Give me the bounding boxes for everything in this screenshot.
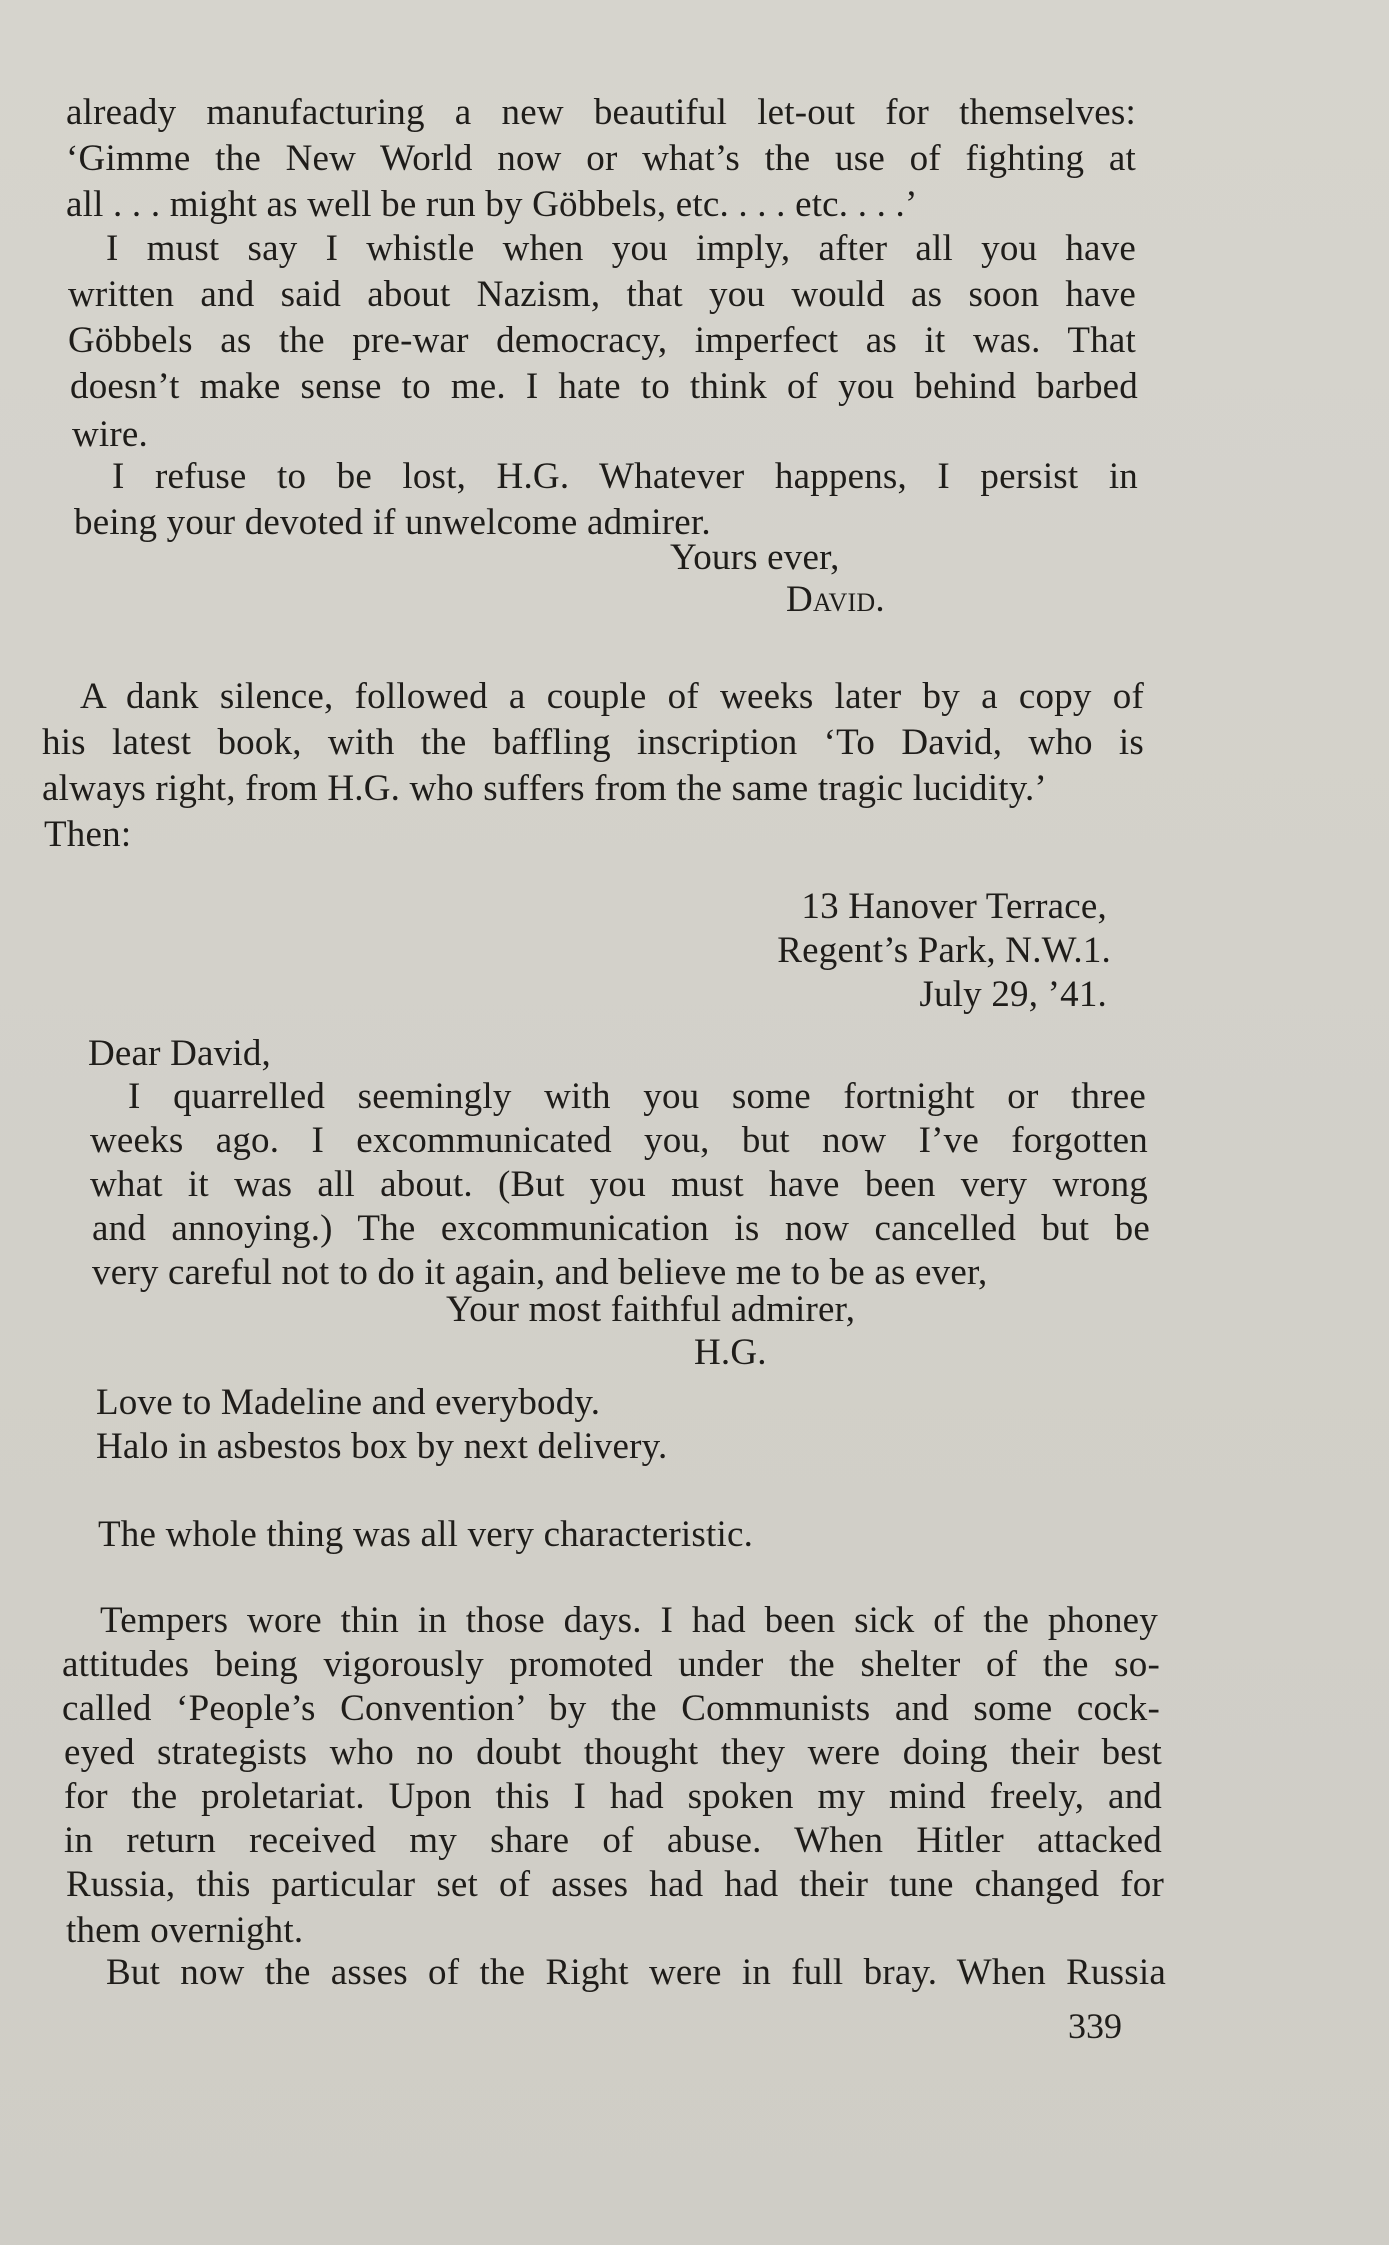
letter-closing: Yours ever,: [670, 537, 840, 578]
text-line: and annoying.) The excommunication is now cancelled but be: [92, 1208, 1150, 1249]
text-line: always right, from H.G. who suffers from the same tragic lucidity.’: [42, 768, 1047, 809]
text-line: in return received my share of abuse. When Hitler attacked: [64, 1820, 1162, 1861]
text-line: all . . . might as well be run by Göbbels, etc. . . . etc. . . .’: [66, 184, 918, 225]
letter-address: 13 Hanover Terrace,: [801, 886, 1107, 927]
letter-signature: H.G.: [694, 1332, 767, 1373]
text-line: I refuse to be lost, H.G. Whatever happens, I persist in: [112, 456, 1138, 497]
text-line: I must say I whistle when you imply, after all you have: [106, 228, 1136, 269]
text-line: eyed strategists who no doubt thought they were doing their best: [64, 1732, 1162, 1773]
text-line: Russia, this particular set of asses had had their tune changed for: [66, 1864, 1164, 1905]
text-line: what it was all about. (But you must have been very wrong: [90, 1164, 1148, 1205]
letter-closing: Your most faithful admirer,: [446, 1289, 856, 1330]
letter-signature: David.: [786, 579, 885, 620]
text-line: Tempers wore thin in those days. I had been sick of the phoney: [100, 1600, 1158, 1641]
text-line: But now the asses of the Right were in full bray. When Russia: [106, 1952, 1166, 1993]
text-line: I quarrelled seemingly with you some fortnight or three: [128, 1076, 1146, 1117]
text-line: very careful not to do it again, and believe me to be as ever,: [92, 1252, 988, 1293]
page-number: 339: [1068, 2006, 1122, 2046]
text-line: ‘Gimme the New World now or what’s the use of fighting at: [66, 138, 1136, 179]
text-line: his latest book, with the baffling inscription ‘To David, who is: [42, 722, 1144, 763]
text-line: Göbbels as the pre-war democracy, imperfect as it was. That: [68, 320, 1136, 361]
text-line: already manufacturing a new beautiful let-out for themselves:: [66, 92, 1136, 133]
text-line: weeks ago. I excommunicated you, but now I’ve forgotten: [90, 1120, 1148, 1161]
text-line: attitudes being vigorously promoted under the shelter of the so-: [62, 1644, 1160, 1685]
text-line: doesn’t make sense to me. I hate to think of you behind barbed: [70, 366, 1138, 407]
postscript-line: Halo in asbestos box by next delivery.: [96, 1426, 668, 1467]
letter-date: July 29, ’41.: [919, 974, 1107, 1015]
postscript-line: Love to Madeline and everybody.: [96, 1382, 601, 1423]
text-line: wire.: [72, 414, 148, 455]
text-line: written and said about Nazism, that you would as soon have: [68, 274, 1136, 315]
text-line: The whole thing was all very characteristic.: [98, 1514, 754, 1555]
text-line: called ‘People’s Convention’ by the Communists and some cock-: [62, 1688, 1160, 1729]
text-line: for the proletariat. Upon this I had spoken my mind freely, and: [64, 1776, 1162, 1817]
text-line: A dank silence, followed a couple of weeks later by a copy of: [80, 676, 1144, 717]
text-line: them overnight.: [66, 1910, 304, 1951]
letter-salutation: Dear David,: [88, 1033, 272, 1074]
text-line: being your devoted if unwelcome admirer.: [74, 502, 711, 543]
letter-address: Regent’s Park, N.W.1.: [777, 930, 1111, 971]
text-line: Then:: [44, 814, 132, 855]
